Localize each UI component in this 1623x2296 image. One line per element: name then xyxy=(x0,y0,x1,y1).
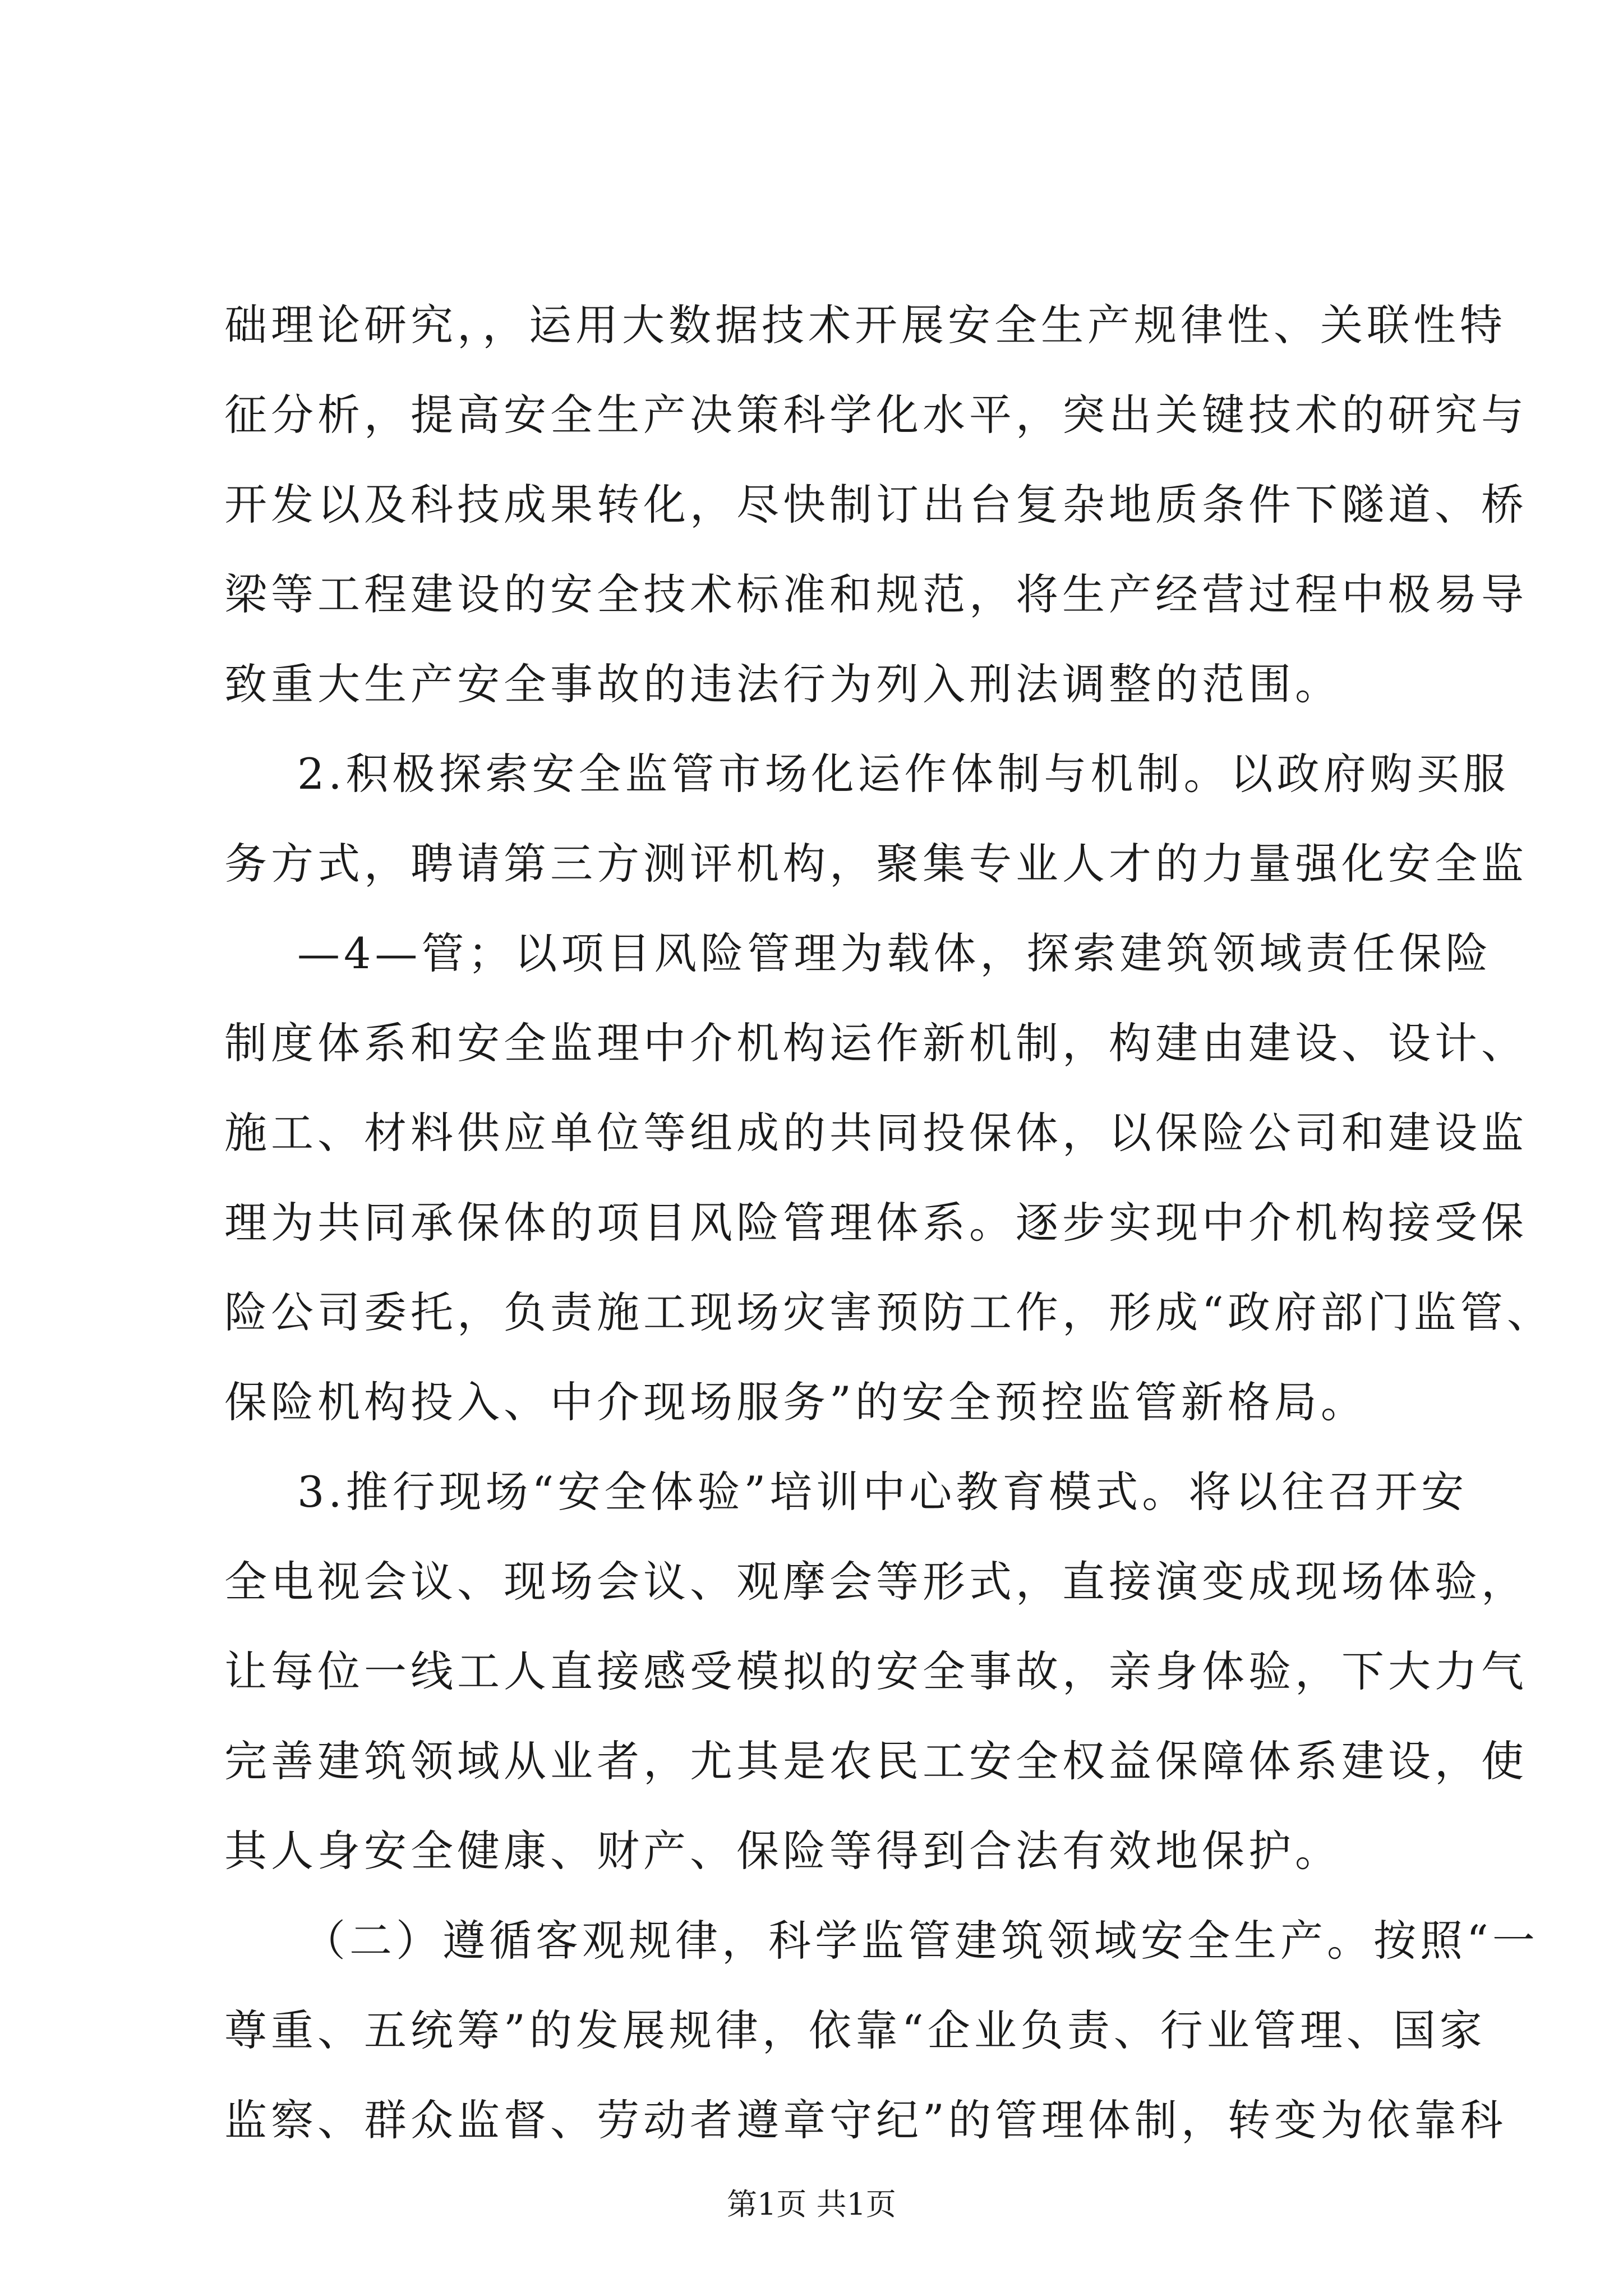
body-text-line: 让每位一线工人直接感受模拟的安全事故，亲身体验，下大力气 xyxy=(224,1646,1528,1696)
body-text-line: 全电视会议、现场会议、观摩会等形式，直接演变成现场体验， xyxy=(224,1557,1528,1607)
body-text-line: —4—管；以项目风险管理为载体，探索建筑领域责任保险 xyxy=(297,928,1492,978)
body-text-line: 务方式，聘请第三方测评机构，聚集专业人才的力量强化安全监 xyxy=(224,839,1528,889)
body-text-line: 础理论研究，，运用大数据技术开展安全生产规律性、关联性特 xyxy=(224,300,1506,350)
body-text-line: 致重大生产安全事故的违法行为列入刑法调整的范围。 xyxy=(224,659,1341,709)
body-text-line: 保险机构投入、中介现场服务”的安全预控监管新格局。 xyxy=(224,1377,1367,1427)
body-text-line: 其人身安全健康、财产、保险等得到合法有效地保护。 xyxy=(224,1826,1341,1876)
paragraph-first-line: 2.积极探索安全监管市场化运作体制与机制。以政府购买服 xyxy=(297,749,1510,799)
body-text-line: 征分析，提高安全生产决策科学化水平，突出关键技术的研究与 xyxy=(224,390,1528,440)
page-footer: 第1页 共1页 xyxy=(727,2187,896,2222)
paragraph-first-line: （二）遵循客观规律，科学监管建筑领域安全生产。按照“一 xyxy=(303,1916,1539,1966)
body-text-line: 尊重、五统筹”的发展规律，依靠“企业负责、行业管理、国家 xyxy=(224,2005,1486,2055)
body-text-line: 完善建筑领域从业者，尤其是农民工安全权益保障体系建设，使 xyxy=(224,1736,1528,1786)
body-text-line: 开发以及科技成果转化，尽快制订出台复杂地质条件下隧道、桥 xyxy=(224,480,1528,530)
body-text-line: 监察、群众监督、劳动者遵章守纪”的管理体制，转变为依靠科 xyxy=(224,2095,1507,2145)
body-text-line: 制度体系和安全监理中介机构运作新机制，构建由建设、设计、 xyxy=(224,1018,1528,1068)
body-text-line: 理为共同承保体的项目风险管理体系。逐步实现中介机构接受保 xyxy=(224,1198,1528,1248)
body-text-line: 梁等工程建设的安全技术标准和规范，将生产经营过程中极易导 xyxy=(224,569,1528,619)
body-text-line: 施工、材料供应单位等组成的共同投保体，以保险公司和建设监 xyxy=(224,1108,1528,1158)
paragraph-first-line: 3.推行现场“安全体验”培训中心教育模式。将以往召开安 xyxy=(297,1467,1468,1517)
body-text-line: 险公司委托，负责施工现场灾害预防工作，形成“政府部门监管、 xyxy=(224,1287,1553,1337)
